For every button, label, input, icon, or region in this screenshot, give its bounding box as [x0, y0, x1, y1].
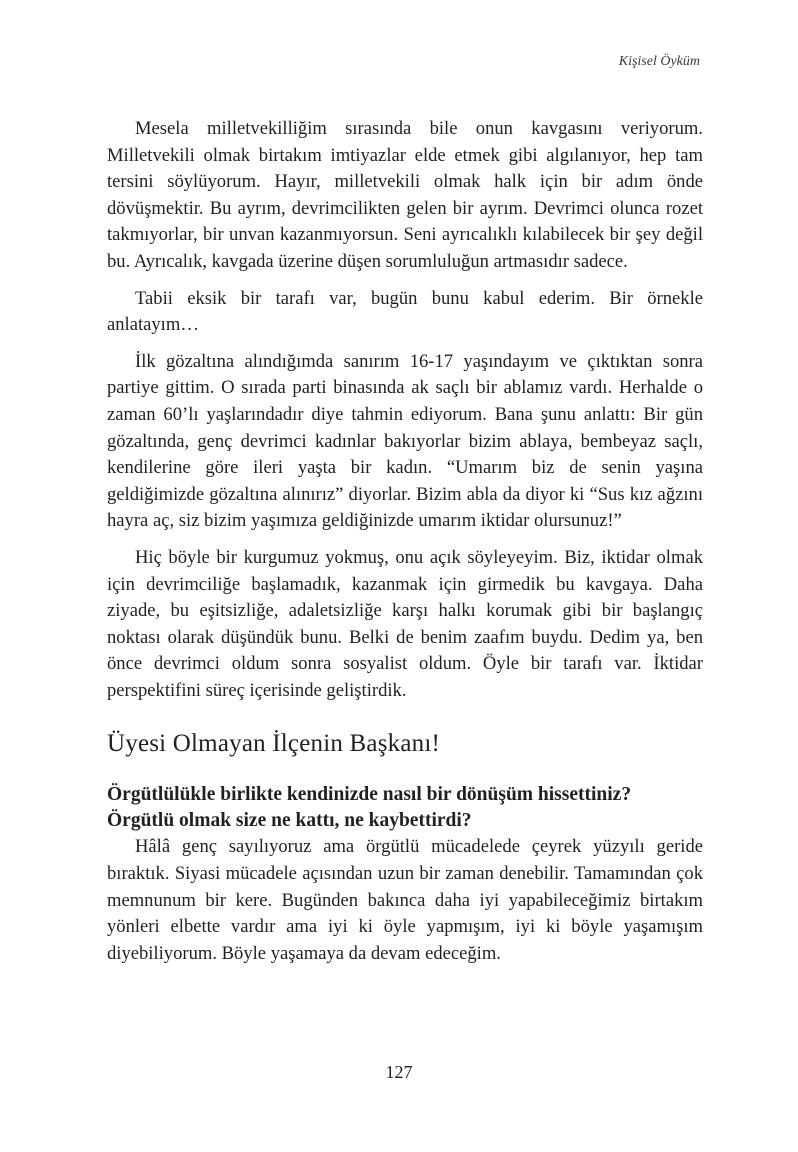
running-head: Kişisel Öyküm — [618, 54, 700, 69]
answer-paragraph: Hâlâ genç sayılıyoruz ama örgütlü mücadelede çeyrek yüzyılı geride bıraktık. Siyasi mücadele açısından uzun bir zaman denebilir. Tamamından çok memnunum bir kere. Bugünden bakınca daha iyi yapabileceğimiz birtakım yönleri elbette vardır ama iyi ki öyle yapmışım, iyi ki böyle yaşamışım diyebiliyorum. Böyle yaşamaya da devam edeceğim. — [107, 836, 703, 964]
page-number: 127 — [385, 1062, 413, 1082]
section-heading: Üyesi Olmayan İlçenin Başkanı! — [107, 730, 440, 758]
paragraph: Mesela milletvekilliğim sırasında bile onun kavgasını veriyorum. Milletvekili olmak birtakım imtiyazlar elde etmek gibi algılanıyor, hep tam tersini söylüyorum. Hayır, milletvekili olmak halk için bir adım önde dövüşmektir. Bu ayrım, devrimcilikten gelen bir ayrım. Devrimci olunca rozet takmıyorlar, bir unvan kazanmıyorsun. Seni ayrıcalıklı kılabilecek bir şey değil bu. Ayrıcalık, kavgada üzerine düşen sorumluluğun artmasıdır sadece. — [107, 118, 703, 272]
paragraph: Hiç böyle bir kurgumuz yokmuş, onu açık söyleyeyim. Biz, iktidar olmak için devrimciliğe başlamadık, kazanmak için girmedik bu kavgaya. Daha ziyade, bu eşitsizliğe, adaletsizliğe karşı halkı korumak gibi bir başlangıç noktası olarak düşündük bunu. Belki de benim zaafım buydu. Dedim ya, ben önce devrimci oldum sonra sosyalist oldum. Öyle bir tarafı var. İktidar perspektifini süreç içerisinde geliştirdik. — [107, 546, 703, 701]
paragraph: Tabii eksik bir tarafı var, bugün bunu kabul ederim. Bir örnekle anlatayım… — [107, 287, 703, 336]
interview-question: Örgütlülükle birlikte kendinizde nasıl bir dönüşüm hissettiniz? Örgütlü olmak size ne kattı, ne kaybettirdi? — [107, 784, 632, 832]
paragraph: İlk gözaltına alındığımda sanırım 16-17 yaşındayım ve çıktıktan sonra partiye gittim. O sırada parti binasında ak saçlı bir ablamız vardı. Herhalde o zaman 60’lı yaşlarındadır diye tahmin ediyorum. Bana şunu anlattı: Bir gün gözaltında, genç devrimci kadınlar bakıyorlar bizim ablaya, bembeyaz saçlı, kendilerine göre ileri yaşta bir kadın. “Umarım biz de senin yaşına geldiğimizde gözaltına alınırız” diyorlar. Bizim abla da diyor ki “Sus kız ağzını hayra aç, siz bizim yaşımıza geldiğinizde umarım iktidar olursunuz!” — [107, 350, 703, 532]
body-text — [107, 116, 703, 977]
